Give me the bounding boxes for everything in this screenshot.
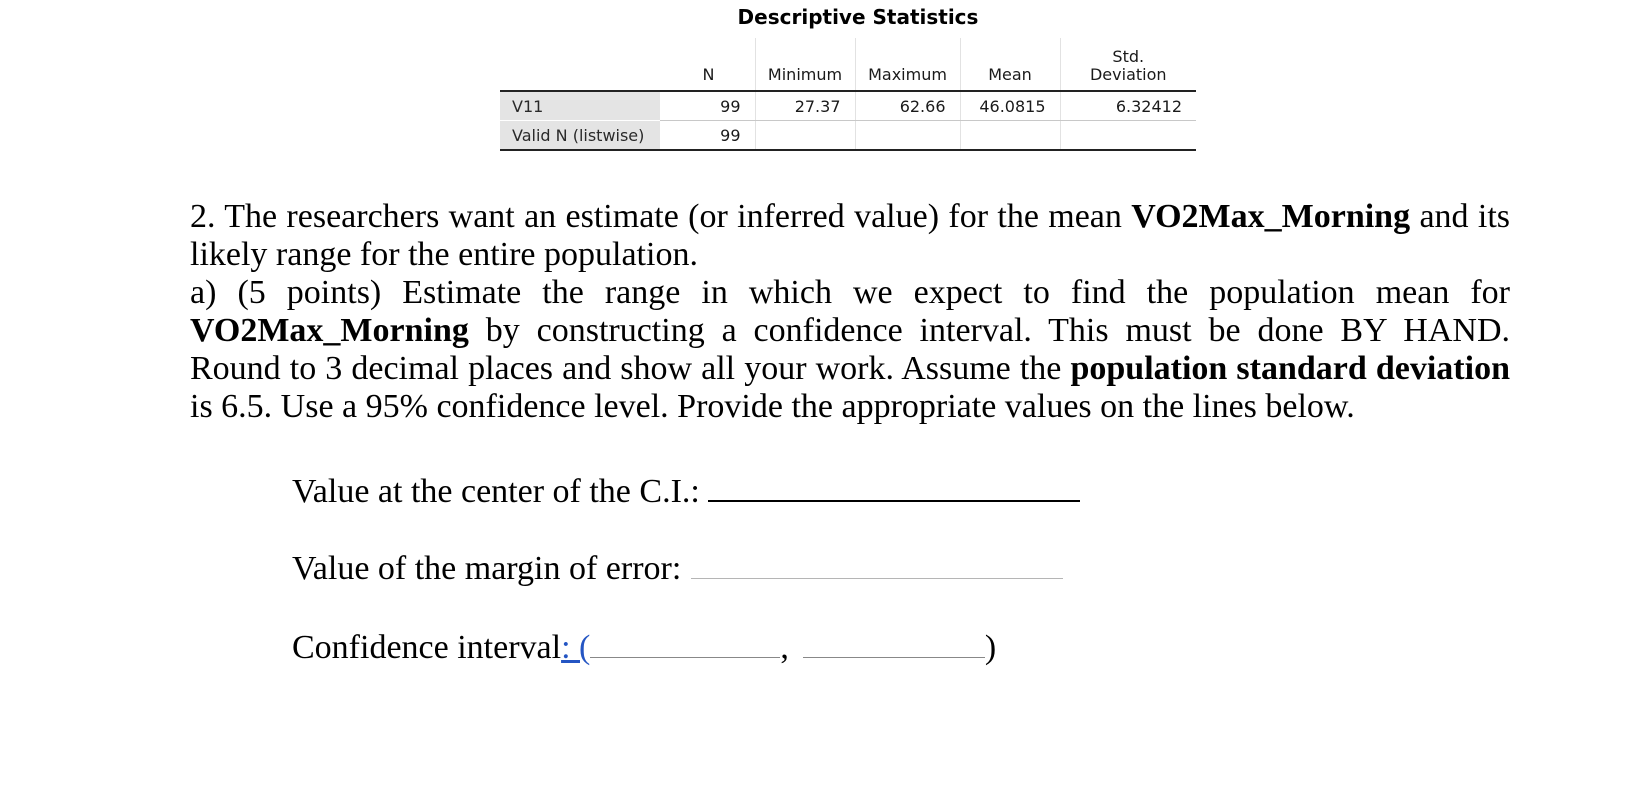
- row-label: V11: [500, 91, 660, 121]
- q1-text-a: 2. The researchers want an estimate (or inferred value) for the mean: [190, 198, 1132, 235]
- header-std-line1: Std.: [1112, 47, 1145, 66]
- cell-minimum: [755, 121, 855, 151]
- row-label: Valid N (listwise): [500, 121, 660, 151]
- cell-minimum: 27.37: [755, 91, 855, 121]
- question-paragraph-1: [190, 198, 1510, 274]
- question-text: [190, 198, 1510, 426]
- descriptive-statistics-table: [500, 4, 1196, 151]
- header-n: N: [702, 65, 715, 84]
- header-corner: [500, 38, 660, 91]
- ci-label: Confidence interval: [292, 629, 562, 666]
- answer-margin-row: [292, 548, 1063, 589]
- ci-comma: ,: [780, 629, 789, 666]
- q2-text-c: is 6.5. Use a 95% confidence level. Provide the appropriate values on the lines below.: [190, 388, 1355, 425]
- header-mean: Mean: [960, 38, 1060, 91]
- cell-mean: 46.0815: [960, 91, 1060, 121]
- answer-ci-row: [292, 627, 996, 668]
- table-row: [500, 121, 1196, 151]
- table-title: Descriptive Statistics: [737, 5, 979, 29]
- q2-text-b: by constructing a confidence interval. This must be done BY HAND. Round to 3 decimal places and show all your work. Assume the: [190, 312, 1510, 387]
- header-std-line2: Deviation: [1089, 65, 1167, 84]
- table-header-row: [500, 38, 1196, 91]
- cell-maximum: [855, 121, 960, 151]
- cell-mean: [960, 121, 1060, 151]
- center-answer-line[interactable]: [708, 470, 1080, 502]
- ci-open-paren-link[interactable]: : (: [561, 629, 591, 666]
- stats-table: [500, 38, 1196, 151]
- header-maximum: Maximum: [855, 38, 960, 91]
- q2-variable-bold: VO2Max_Morning: [190, 312, 469, 349]
- table-row: [500, 91, 1196, 121]
- cell-std-deviation: 6.32412: [1060, 91, 1196, 121]
- margin-answer-line[interactable]: [691, 548, 1063, 579]
- ci-close-paren: ): [984, 629, 997, 666]
- q2-text-a: a) (5 points) Estimate the range in which we expect to find the population mean for: [190, 274, 1510, 311]
- ci-upper-line[interactable]: [803, 627, 985, 658]
- center-label: Value at the center of the C.I.:: [292, 473, 700, 510]
- cell-n: 99: [660, 91, 755, 121]
- answer-center-row: [292, 470, 1080, 512]
- q1-variable-bold: VO2Max_Morning: [1131, 198, 1411, 235]
- header-minimum: Minimum: [755, 38, 855, 91]
- cell-maximum: 62.66: [855, 91, 960, 121]
- header-std-deviation: [1060, 38, 1196, 91]
- cell-std-deviation: [1060, 121, 1196, 151]
- cell-n: 99: [660, 121, 755, 151]
- question-paragraph-2: [190, 274, 1510, 426]
- ci-lower-line[interactable]: [590, 627, 780, 658]
- margin-label: Value of the margin of error:: [292, 550, 682, 587]
- q2-sd-bold: population standard deviation: [1070, 350, 1510, 387]
- q1-text-b: and its likely range for the entire population.: [190, 198, 1510, 273]
